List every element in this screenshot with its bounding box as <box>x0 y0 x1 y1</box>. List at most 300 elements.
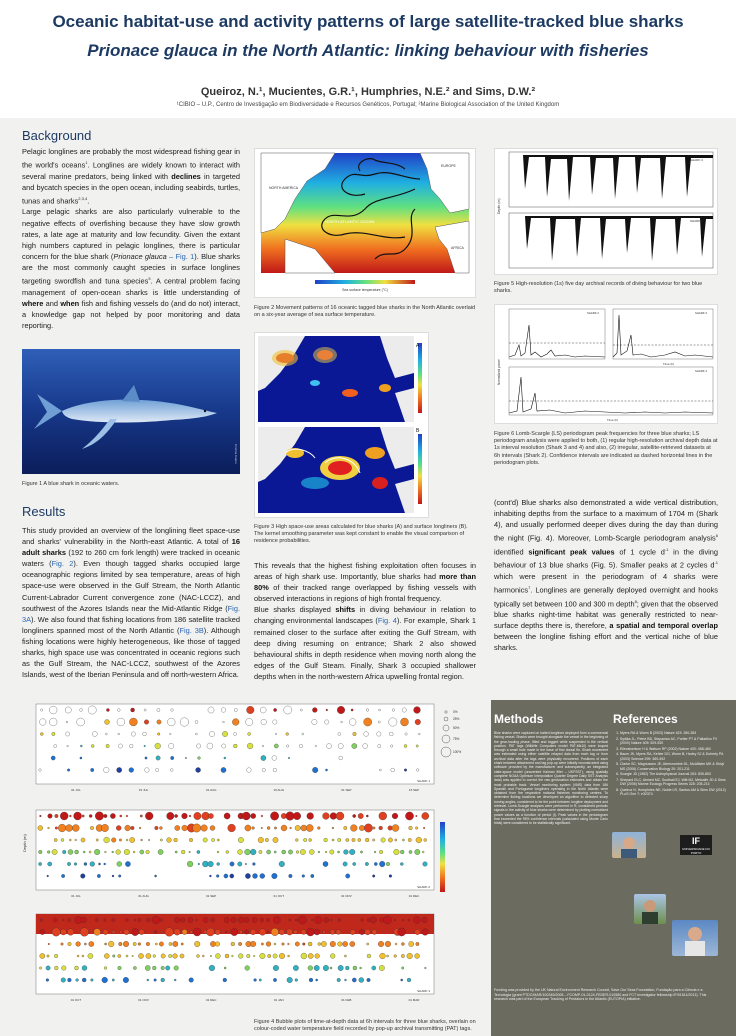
fig4-bubble <box>247 743 253 749</box>
fig4-bubble <box>282 943 285 946</box>
label-nao: NORTH ATLANTIC OCEAN <box>325 219 375 224</box>
fig4-bubble <box>290 827 292 829</box>
fig4-bubble <box>39 850 43 854</box>
fig4-bubble <box>157 733 160 736</box>
fig4-bubble <box>196 768 201 773</box>
fig4-bubble <box>118 875 121 878</box>
fig4-bubble <box>81 917 87 923</box>
fig4-bubble <box>422 812 429 819</box>
fig4-bubble <box>155 943 157 945</box>
fig4-bubble <box>422 851 424 853</box>
fig2-caption: Figure 2 Movement patterns of 16 oceanic tagged blue sharks in the North Atlantic overlaid on a six-year average of sea surface temperature. <box>254 305 476 319</box>
fig4-bubble <box>81 874 86 879</box>
fig4-bubble <box>119 931 122 934</box>
fig4-bubble <box>68 918 71 921</box>
fig4-tick-label: 01 JAN <box>273 998 284 1002</box>
fig4-bubble <box>293 812 301 820</box>
fig4-bubble <box>252 917 257 922</box>
fig4-bubble <box>409 826 413 830</box>
fig4-bubble <box>244 917 249 922</box>
fig4-bubble <box>395 943 397 945</box>
fig4-bubble <box>103 929 108 934</box>
fig4-bubble <box>46 979 49 982</box>
fig6-x-label-1: Time (h) <box>663 362 675 366</box>
fig4-bubble <box>221 767 226 772</box>
fig4-bubble <box>352 978 356 982</box>
fig3-space-use-maps <box>254 332 429 518</box>
sst-colorbar <box>315 280 415 284</box>
fig4-bubble <box>119 839 121 841</box>
fig4-bubble <box>187 861 193 867</box>
fig4-bubble <box>111 838 116 843</box>
fig4-bubble <box>353 862 356 865</box>
fig4-bubble <box>90 826 94 830</box>
fig4-bubble <box>217 839 219 841</box>
fig4-bubble <box>301 825 307 831</box>
fig4-bubble <box>273 837 278 842</box>
fig4-bubble <box>415 954 420 959</box>
fig4-bubble <box>48 827 50 829</box>
fig4-bubble <box>89 815 92 818</box>
fig4-bubble <box>306 928 314 936</box>
fig4-bubble <box>373 839 375 841</box>
fig4-bubble <box>351 709 353 711</box>
fig4-bubble <box>48 814 53 819</box>
reference-item: 4. Baum JK, Myers RA, Kehler DG, Worm B, Harley SJ & Doherty PA (2003) Science 299: 389-392 <box>620 752 728 761</box>
fig4-bubble <box>209 875 211 877</box>
fig4-bubble <box>206 928 214 936</box>
authors: Queiroz, N.¹, Mucientes, G.R.¹, Humphries, N.E.² and Sims, D.W.² <box>200 86 536 98</box>
fig4-bubble <box>259 850 262 853</box>
fig4-bubble <box>317 827 320 830</box>
fig4-bubble <box>295 919 298 922</box>
funding-text: Funding was provided by the UK Natural Environment Research Council, Save Our Seas Foundation, Fundação para a Ciência e a Tecnologia (grant PTDC/MAR/100345/2008 – FCOMP-01-0124-FEDER-010580 and FCT Investigator fellowship IF/01611/2013). This research was part of the European Tracking of Predators in the Atlantic (EUTOPIA) initiative. <box>494 988 707 1001</box>
fig4-bubble <box>146 953 151 958</box>
fig4-bubble <box>89 941 94 946</box>
fig4-bubble <box>88 953 93 958</box>
fig4-bubble <box>58 824 66 832</box>
fig4-tick-label: 01 FEB <box>341 998 352 1002</box>
fig4-bubble <box>415 719 421 725</box>
fig4-bubble <box>324 917 329 922</box>
fig5-y-label: Depth (m) <box>497 198 501 214</box>
fig4-bubble <box>118 966 122 970</box>
fig4-bubble <box>104 863 106 865</box>
fig4-bubble <box>76 979 79 982</box>
fig4-bubble <box>182 813 188 819</box>
label-africa: AFRICA <box>451 246 464 250</box>
fig4-tick-label: 15 SEP <box>408 788 420 792</box>
fig4-tick-label: 01 AUG <box>138 894 149 898</box>
fig4-bubble <box>40 929 45 934</box>
fig4-bubble <box>233 744 237 748</box>
fig4-bubble <box>247 706 255 714</box>
fig4-bubble <box>67 862 70 865</box>
fig4-bubble <box>138 918 142 922</box>
fig3-panel-b <box>258 427 414 513</box>
fig4-bubble <box>337 706 345 714</box>
fig4-bubble <box>267 918 270 921</box>
shark-photo-svg <box>22 349 240 474</box>
fig4-bubble <box>274 827 276 829</box>
fig4-bubble <box>60 812 68 820</box>
fig4-bubble <box>260 953 266 959</box>
fig4-bubble <box>160 919 163 922</box>
fig4-bubble <box>332 839 334 841</box>
fig4-bubble <box>189 978 194 983</box>
fig4-bubble <box>366 815 368 817</box>
background-text: Pelagic longlines are probably the most widespread fishing gear in the world's oceans$^1$. Longlines are widely known to interact with several marine predators, being linked with declines in targeted and bycatch species in the open ocean, including seabirds, turtles, tunas and sharks$^{2,3,4}$. Large pelagic sharks are also particularly vulnerable to the negative effects of overfishing because they have slow growth rates, a late age at maturity and low fecundity. Given the extant high numbers captured in pelagic longlines, there is particular concern for the blue shark (Prionace glauca – Fig. 1). Blue sharks are the most commonly caught species in surface longlines targeting swordfish and tuna species$^5$. A central problem facing management of open-ocean sharks is little understanding of where and when fish and fishing vessels do (and do not) interact, a knowledge gap not helped by poor monitoring and data reporting. <box>22 147 240 330</box>
fig4-bubble <box>117 862 122 867</box>
fig4-bubble <box>94 929 101 936</box>
fig4-bubble <box>238 917 244 923</box>
fig6-tag-3: SHARK 4 <box>695 369 707 373</box>
fig4-bubble <box>75 966 79 970</box>
fig4-tick-label: 01 SEP <box>341 788 352 792</box>
fig4-bubble <box>288 757 290 759</box>
fig4-bubble <box>212 838 215 841</box>
fig4-bubble <box>126 815 128 817</box>
fig4-bubble <box>361 919 364 922</box>
fig4-bubble <box>231 928 238 935</box>
fig4-bubble <box>386 862 390 866</box>
fig4-bubble <box>82 815 84 817</box>
fig4-bubble <box>168 954 171 957</box>
fig4-bubble <box>208 813 213 818</box>
fig4-bubble <box>321 941 326 946</box>
fig4-bubble <box>252 827 255 830</box>
fig4-bubble <box>146 918 150 922</box>
fig4-bubble <box>82 955 84 957</box>
fig4-bubble <box>54 954 58 958</box>
fig4-bubble <box>374 851 376 853</box>
fig4-bubble <box>274 744 278 748</box>
fig4-bubble <box>224 917 229 922</box>
fig4-bubble <box>54 838 57 841</box>
fig4-bubble <box>141 839 143 841</box>
photo-credit: Cristina Calero <box>234 444 238 464</box>
fig4-bubble <box>108 941 114 947</box>
fig4-bubble <box>52 849 57 854</box>
fig4-bubble <box>349 849 355 855</box>
fig4-bubble <box>238 942 241 945</box>
fig4-bubble <box>104 837 110 843</box>
fig4-bubble <box>104 967 107 970</box>
fig4-bubble <box>302 875 305 878</box>
fig4-bubble <box>125 918 128 921</box>
fig4-bubble <box>315 916 322 923</box>
fig4-bubble <box>190 931 193 934</box>
fig4-bubble <box>415 929 420 934</box>
fig4-bubble <box>309 839 312 842</box>
fig4-bubble <box>165 928 174 937</box>
fig4-bubble <box>169 942 172 945</box>
legend-100: 100% <box>453 750 462 754</box>
fig4-bubble <box>409 850 412 853</box>
reference-item: 2. Sydika JL, Petrie BD, Stepanian AC, Portier PT & Palladino FV (2000) Nature 405: 529-530 <box>620 737 728 746</box>
fig4-bubble <box>338 838 341 841</box>
fig4-bubble-plots <box>22 702 478 1015</box>
fig4-bubble <box>123 977 129 983</box>
affiliation: ¹CIBIO – U.P., Centro de Investigação em Biodiversidade e Recursos Genéticos, Portugal; ²Marine Biological Association of the United Kingdom <box>176 102 560 108</box>
fig4-bubble <box>353 732 357 736</box>
fig6-tag-2: SHARK 3 <box>695 311 707 315</box>
fig4-bubble <box>289 919 291 921</box>
fig4-bubble <box>330 941 336 947</box>
logo-text: UNIVERSIDADE DO PORTO <box>682 847 710 855</box>
fig4-bubble <box>222 731 227 736</box>
fig4-bubble <box>217 863 220 866</box>
fig4-bubble <box>139 929 144 934</box>
fig4-bubble <box>133 942 136 945</box>
fig4-bubble <box>301 930 306 935</box>
fig4-tick-label: 01 JUL <box>71 894 81 898</box>
fig4-bubble <box>40 953 45 958</box>
fig4-bubble <box>91 768 94 771</box>
fig4-bubble <box>400 850 404 854</box>
fig4-bubble <box>203 838 207 842</box>
fig4-bubble <box>145 965 150 970</box>
fig4-bubble <box>266 942 271 947</box>
fig4-bubble <box>287 929 293 935</box>
fig4-bubble <box>217 851 219 853</box>
fig4-bubble <box>174 838 178 842</box>
fig4-bubble <box>174 966 179 971</box>
fig4-bubble <box>336 930 341 935</box>
results-heading: Results <box>22 504 66 519</box>
fig4-bubble <box>273 916 280 923</box>
fig4-bubble <box>424 839 427 842</box>
fig4-bubble <box>344 955 346 957</box>
fig4-bubble <box>89 931 91 933</box>
fig4-bubble <box>39 862 42 865</box>
fig4-bubble <box>96 839 98 841</box>
fig4-bubble <box>175 814 178 817</box>
fig4-bubble <box>296 851 299 854</box>
fig4-tick-label: 01 DEC <box>205 998 217 1002</box>
reference-item: 1. Myers RA & Worm B (2003) Nature 423: 280-283 <box>620 731 728 736</box>
fig4-bubble <box>133 851 135 853</box>
references-heading: References <box>613 712 678 726</box>
fig4-bubble <box>425 967 427 969</box>
fig4-bubble <box>422 917 427 922</box>
fig4-bubble <box>181 943 183 945</box>
fig4-bubble <box>208 861 214 867</box>
fig4-bubble <box>48 943 50 945</box>
fig4-bubble <box>175 825 180 830</box>
fig4-bubble <box>408 838 411 841</box>
fig4-bubble <box>106 744 109 747</box>
fig4-bubble <box>259 929 266 936</box>
fig4-bubble <box>105 943 107 945</box>
university-logo <box>680 835 712 855</box>
fig4-bubble <box>47 955 49 957</box>
fig4-bubble <box>80 928 89 937</box>
fig4-bubble <box>91 745 94 748</box>
fig4-bubble <box>132 955 134 957</box>
fig4-bubble <box>189 815 191 817</box>
fig4-bubble <box>146 942 150 946</box>
fig4-bubble <box>116 826 121 831</box>
fig4-bubble <box>131 928 138 935</box>
fig4-bubble <box>147 979 149 981</box>
fig4-bubble <box>318 851 320 853</box>
legend-75: 75% <box>453 737 460 741</box>
fig4-bubble <box>112 851 114 853</box>
fig4-bubble <box>308 966 313 971</box>
fig4-tick-label: 01 MAR <box>408 998 420 1002</box>
fig4-bubble <box>244 930 248 934</box>
fig4-bubble <box>130 837 135 842</box>
fig4-bubble <box>101 824 108 831</box>
fig4-bubble <box>345 966 349 970</box>
fig4-bubble <box>295 942 299 946</box>
fig4-bubble <box>401 718 409 726</box>
fig4-tick-label: 15 AUG <box>273 788 285 792</box>
fig4-bubble <box>389 875 392 878</box>
fig4-bubble <box>129 718 137 726</box>
fig4-bubble <box>274 851 276 853</box>
fig4-bubble <box>48 862 52 866</box>
fig4-bubble <box>145 757 147 759</box>
fig4-bubble <box>105 851 107 853</box>
fig4-bubble <box>155 875 157 877</box>
fig4-bubble <box>174 917 179 922</box>
fig4-bubble <box>197 955 200 958</box>
fig4-bubble <box>97 874 100 877</box>
fig4-bubble <box>91 979 94 982</box>
fig4-bubble <box>113 955 116 958</box>
fig4-bubble <box>245 873 250 878</box>
fig4-bubble <box>336 812 344 820</box>
fig4-bubble <box>372 875 375 878</box>
fig4-bubble <box>112 918 116 922</box>
fig4-bubble <box>392 825 399 832</box>
fig4-bubble <box>414 707 421 714</box>
fig4-bubble <box>54 966 58 970</box>
fig4-bubble <box>72 825 79 832</box>
fig4-bubble <box>388 826 393 831</box>
fig4-bubble <box>95 918 98 921</box>
fig4-bubble <box>152 966 156 970</box>
fig4-bubble <box>350 825 357 832</box>
fig4-bubble <box>331 919 333 921</box>
fig4-bubble <box>360 967 362 969</box>
fig4-bubble <box>309 978 313 982</box>
fig4-bubble <box>140 815 142 817</box>
fig4-tick-label: 01 SEP <box>206 894 217 898</box>
reference-item: 5. Clarke SC, Magnussen JE, Abercrombie DL, McAllister MK & Shivji MS (2006) Conservation Biology 20: 201-211 <box>620 762 728 771</box>
reference-item: 6. Scargle JD (1982) The Astrophysical Journal 263: 835-853 <box>620 772 728 777</box>
fig4-bubble <box>295 825 300 830</box>
fig4-bubble <box>286 733 289 736</box>
fig4-bubble <box>230 862 234 866</box>
fig4-bubble <box>140 850 144 854</box>
results-text: This study provided an overview of the longlining fleet space-use and sharks' vulnerability in the North-east Atlantic. A total of 16 adult sharks (192 to 260 cm fork length) were tracked in oceanic waters (Fig. 2). Even though tagged sharks occupied large oceanographic regions limited by sea temperature, areas of high space-use were observed in the Gulf Stream, the North Atlantic Current-Labrador Current convergence zone (NAC-LCCZ), and southwest of the Azores Islands near the Mid-Atlantic Ridge (Fig. 3A). We also found that fishing locations from 186 satellite tracked longliners spanned most of the North Atlantic (Fig. 3B). Although fishing locations were highly heterogeneous, like those of tagged sharks, high space use was concentrated in oceanic regions such as the Gulf Stream, the NAC-LCCZ, southwest of the Azores Islands, west of the Iberian Peninsula and off north-western Africa. <box>22 526 240 680</box>
fig4-bubble <box>379 965 384 970</box>
fig4-bubble <box>161 931 163 933</box>
fig4-bubble <box>288 943 290 945</box>
fig4-bubble <box>279 861 285 867</box>
fig4-bubble <box>392 813 398 819</box>
fig4-bubble <box>52 928 60 936</box>
fig4-bubble <box>379 861 385 867</box>
fig4-bubble <box>167 812 174 819</box>
fig4-bubble <box>265 838 268 841</box>
fig4-bubble <box>273 978 276 981</box>
poster-title-line2 <box>0 40 736 61</box>
fig2-map-svg <box>255 149 475 297</box>
fig4-bubble <box>67 769 70 772</box>
fig4-bubble <box>253 863 256 866</box>
fig1-caption: Figure 1 A blue shark in oceanic waters. <box>22 481 120 487</box>
fig4-bubble <box>167 838 172 843</box>
fig4-bubble <box>308 942 312 946</box>
fig4-bubble <box>387 955 389 957</box>
fig4-bubble <box>51 756 55 760</box>
fig4-bubble <box>301 953 307 959</box>
logo-mark: IF <box>692 836 700 846</box>
fig4-bubble <box>153 955 156 958</box>
fig4-tick-label: 01 OCT <box>70 998 82 1002</box>
fig4-bubble <box>402 839 404 841</box>
fig4-bubble <box>273 954 277 958</box>
fig4-bubble <box>350 941 355 946</box>
fig4-bubble <box>144 720 149 725</box>
fig4-bubble <box>160 839 162 841</box>
fig4-bubble <box>75 839 77 841</box>
fig4-bubble <box>312 919 314 921</box>
fig4-bubble <box>360 851 362 853</box>
fig5-tag-a: SHARK 4 <box>690 158 703 162</box>
fig4-bubble <box>245 825 251 831</box>
fig4-bubble <box>188 917 193 922</box>
fig4-bubble <box>112 979 114 981</box>
background-heading: Background <box>22 128 92 143</box>
methods-text: Blue sharks were captured on baited longlines deployed from a commercial fishing vessel. Sharks were brought alongside the vessel in the beginning of the gear-hauling phase, lifted and tagged while suspended in the vertical position. PAT tags (Wildlife Computers model PAT-Mk10) were looped through a small hole made in the base of first dorsal fin. Shark movement was estimated using either satellite relayed data from each tag or from archival data after the tags were physically recovered. Positions of each shark between attachment and tag pop-up were initially reconstructed using software provided by the manufacturer and subsequently, an integrated state-space model (unscented Kalman filter – UKFSST), using spatially complete NOAA Optimum Interpolation Quarter Degree Daily SST Analysis data) was applied to correct the raw geolocation estimates and obtain the most probable track. Vessel monitoring system (VMS) data from 186 Spanish and Portuguese longliners operating in the North Atlantic were obtained from the respective national fisheries monitoring centres. To determine fishing locations we developed an algorithm to detected sharp turning angles, considered to be the point between longline deployment and retrieval. Lomb-Scargle analyses were performed in R; considered periodic signals in the activity of blue sharks were determined by plotting normalized power values as a function of period (f). Peak values in the periodogram that exceeded the 95% confidence intervals (calculated using Monte Carlo trials) were considered to be statistically significant. <box>494 731 608 826</box>
fig4-bubble <box>416 837 422 843</box>
fig4-bubble <box>82 966 87 971</box>
fig4-bubble <box>76 942 81 947</box>
fig4-bubble <box>316 979 318 981</box>
fig4-bubble <box>407 978 411 982</box>
legend-50: 50% <box>453 726 460 730</box>
fig4-bubble <box>60 929 66 935</box>
fig4-bubble <box>258 837 264 843</box>
fig4-bubble <box>274 943 276 945</box>
fig4-bubble <box>423 827 425 829</box>
fig4-bubble <box>248 733 251 736</box>
fig4-bubble <box>372 930 377 935</box>
fig4-bubble <box>238 862 242 866</box>
label-north-america: NORTH AMERICA <box>269 186 299 190</box>
fig4-tick-label: 01 OCT <box>273 894 285 898</box>
fig4-bubble <box>154 931 157 934</box>
fig4-bubble <box>323 965 329 971</box>
fig4-bubble <box>40 733 43 736</box>
fig4-bubble <box>81 838 85 842</box>
fig4-bubble <box>315 954 320 959</box>
fig4-bubble <box>224 874 228 878</box>
fig4-bubble <box>104 814 107 817</box>
fig4-bubble <box>352 743 357 748</box>
fig4-bubble <box>395 839 397 841</box>
fig4-bubble <box>156 756 160 760</box>
fig4-bubble <box>67 929 74 936</box>
fig4-bubble <box>374 862 377 865</box>
fig4-bubble <box>367 954 371 958</box>
fig4-tick-label: 01 DEC <box>408 894 420 898</box>
